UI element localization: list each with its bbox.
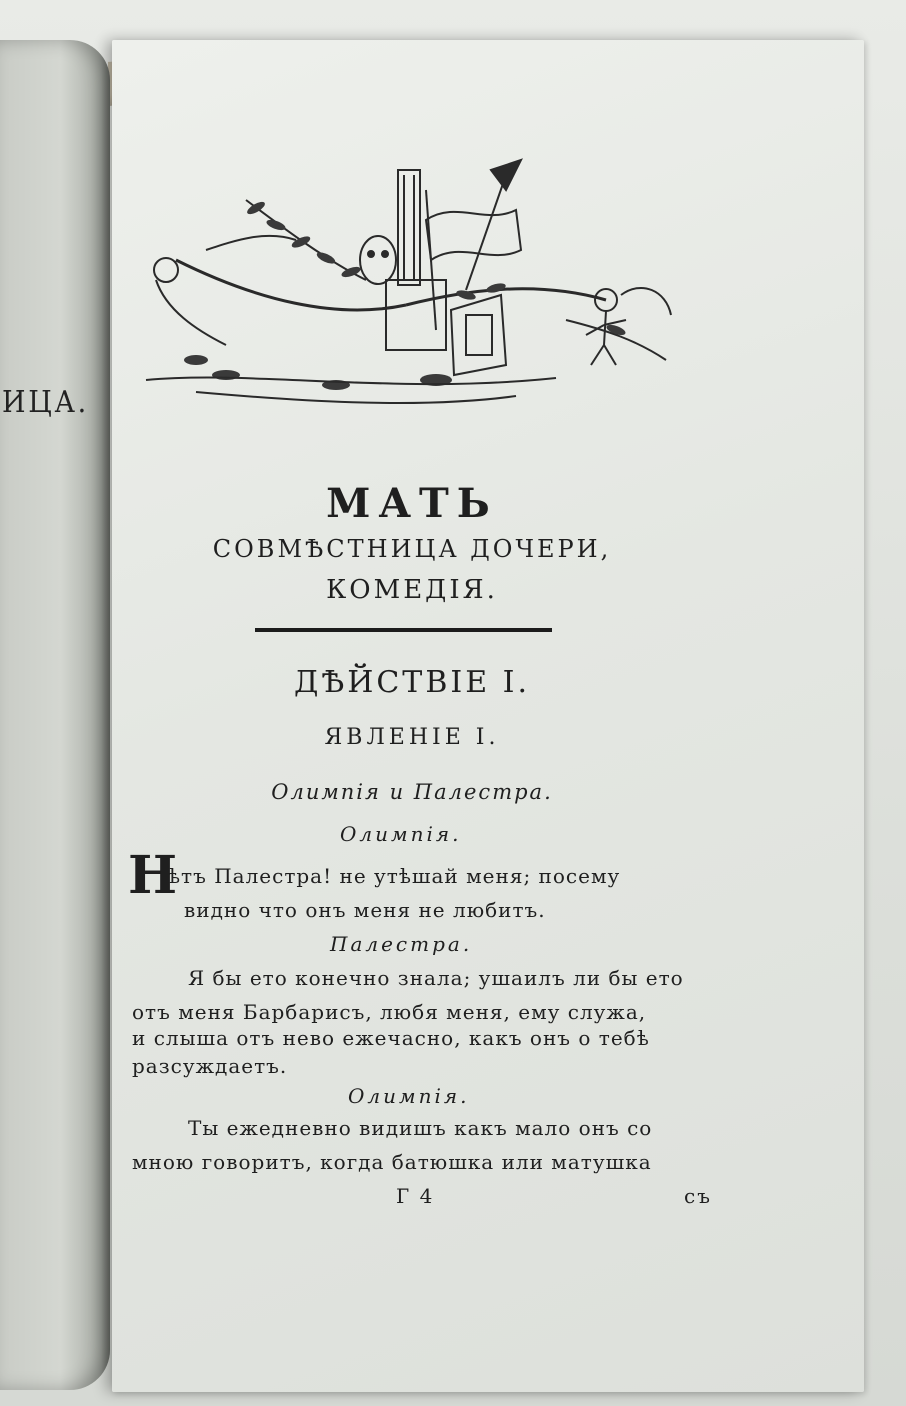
text-line: отъ меня Барбарисъ, любя меня, ему служа, xyxy=(132,1000,647,1024)
act-heading: ДѢЙСТВІЕ I. xyxy=(293,665,531,700)
text-line: мною говоритъ, когда батюшка или матушка xyxy=(132,1150,652,1174)
text-line: видно что онъ меня не любитъ. xyxy=(184,898,546,922)
scene-characters: Олимпія и Палестра. xyxy=(271,780,553,804)
scene-heading: ЯВЛЕНІЕ I. xyxy=(324,725,500,750)
play-title: МАТЬ xyxy=(326,480,498,527)
signature-mark: Г 4 xyxy=(396,1184,435,1208)
left-page-running-text: ИЦА. xyxy=(2,385,89,420)
left-page xyxy=(0,40,110,1390)
text-line: разсуждаетъ. xyxy=(132,1054,288,1078)
catchword: съ xyxy=(684,1184,712,1208)
speaker-name: Олимпія. xyxy=(348,1084,470,1108)
play-subtitle: СОВМѢСТНИЦА ДОЧЕРИ, xyxy=(212,535,612,563)
text-line: и слыша отъ нево ежечасно, какъ онъ о тебѣ xyxy=(132,1026,650,1050)
title-divider xyxy=(255,628,552,632)
text-line: Ты ежедневно видишъ какъ мало онъ со xyxy=(188,1116,653,1140)
right-page xyxy=(112,40,864,1392)
engraved-vignette-image xyxy=(136,130,681,420)
drop-cap: Н xyxy=(128,845,178,906)
speaker-name: Олимпія. xyxy=(340,822,462,846)
page-content xyxy=(112,40,864,1392)
speaker-name: Палестра. xyxy=(330,932,473,956)
text-line: Я бы ето конечно знала; ушаилъ ли бы ето xyxy=(188,966,684,990)
play-genre: КОМЕДІЯ. xyxy=(326,575,498,605)
text-line: ѣтъ Палестра! не утѣшай меня; посему xyxy=(168,864,621,888)
